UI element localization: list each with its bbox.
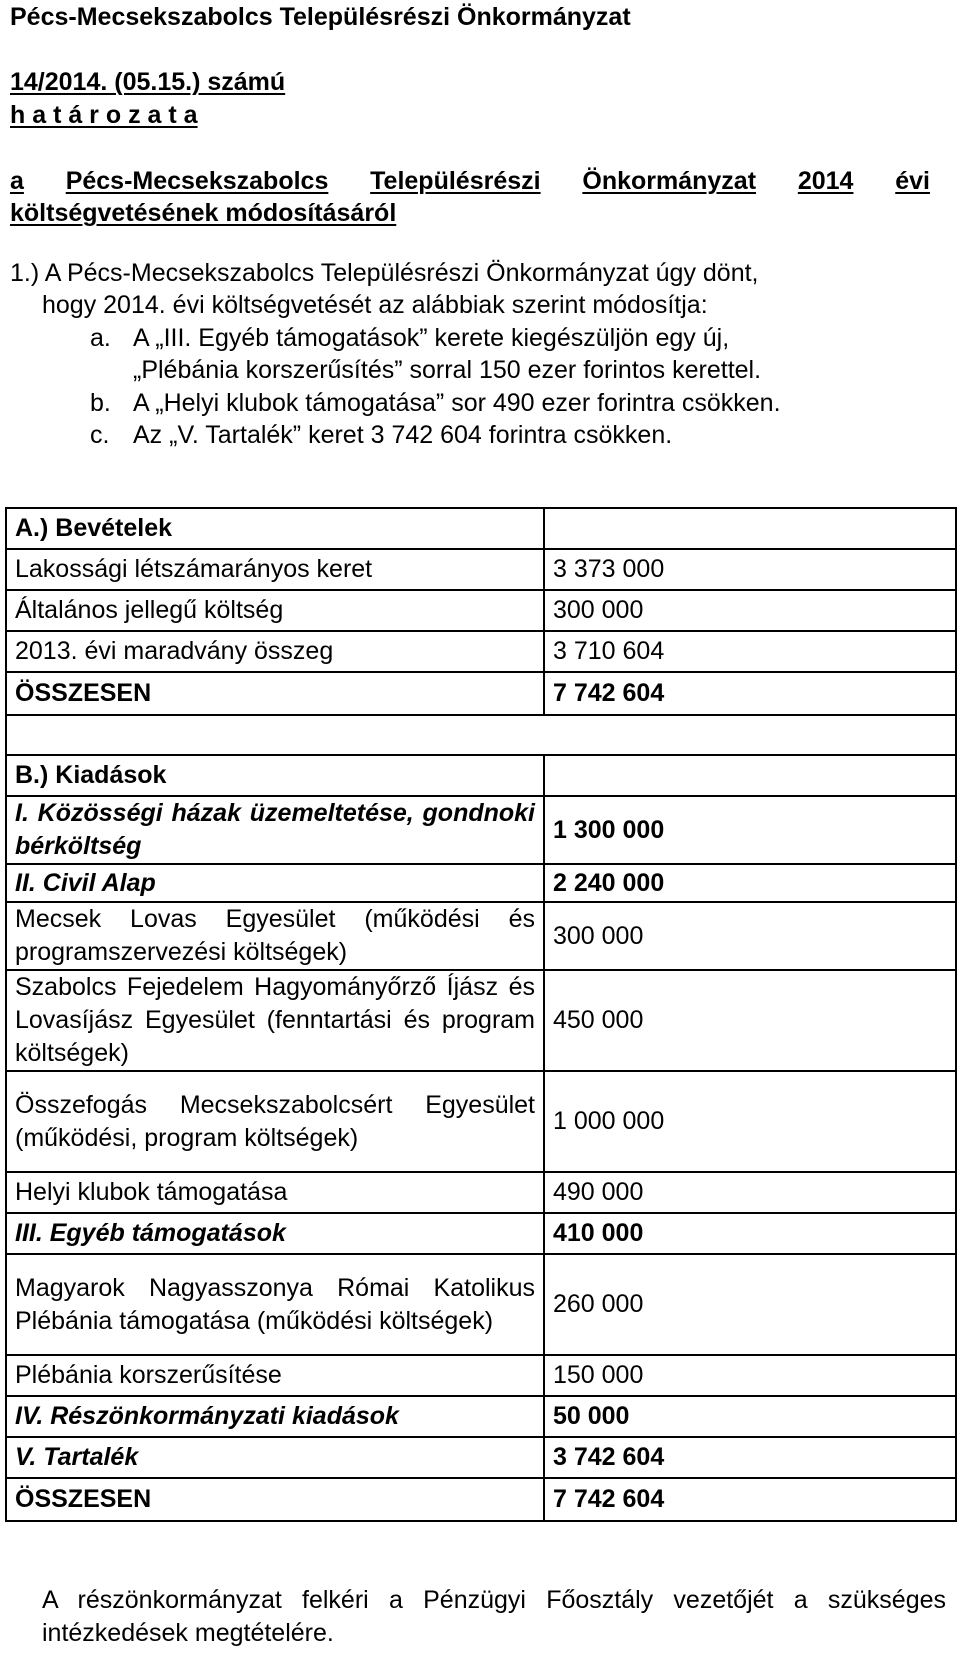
- table-row: [6, 902, 956, 970]
- table-row: [6, 1071, 956, 1172]
- expenses-total-label: ÖSSZESEN: [6, 1478, 544, 1521]
- organization-title: Pécs-Mecsekszabolcs Településrészi Önkormányzat: [10, 3, 631, 31]
- list-item-c: Az „V. Tartalék” keret 3 742 604 forintra csökken.: [133, 421, 673, 449]
- expense-label: Magyarok Nagyasszonya Római Katolikus Plébánia támogatása (működési költségek): [6, 1254, 544, 1355]
- expense-value: 150 000: [544, 1355, 956, 1396]
- table-row: [6, 1437, 956, 1478]
- revenue-heading: A.) Bevételek: [6, 508, 544, 549]
- revenue-label: Lakossági létszámarányos keret: [6, 549, 544, 590]
- table-row: [6, 631, 956, 672]
- table-row: [6, 590, 956, 631]
- table-row: [6, 508, 956, 549]
- table-row: [6, 672, 956, 715]
- subject-word: Településrészi: [370, 167, 541, 195]
- revenue-total-value: 7 742 604: [544, 672, 956, 715]
- expenses-heading: B.) Kiadások: [6, 755, 544, 796]
- subject-word: évi: [895, 167, 930, 195]
- expense-label: Helyi klubok támogatása: [6, 1172, 544, 1213]
- list-item-b: A „Helyi klubok támogatása” sor 490 ezer forintra csökken.: [133, 389, 781, 417]
- table-row: [6, 1213, 956, 1254]
- expense-value: 1 000 000: [544, 1071, 956, 1172]
- document-type-text: h a t á r o z a t a: [10, 101, 198, 129]
- list-marker: b.: [90, 389, 111, 417]
- expense-value: 2 240 000: [544, 864, 956, 902]
- subject-line-2-text: költségvetésének módosításáról: [10, 199, 397, 227]
- expense-value: 410 000: [544, 1213, 956, 1254]
- table-row: [6, 1355, 956, 1396]
- expense-label: Plébánia korszerűsítése: [6, 1355, 544, 1396]
- intro-line-1: 1.) A Pécs-Mecsekszabolcs Településrészi Önkormányzat úgy dönt,: [10, 259, 759, 287]
- table-row: [6, 755, 956, 796]
- subject-line-1: [10, 166, 930, 196]
- table-row: [6, 864, 956, 902]
- expense-label: V. Tartalék: [6, 1437, 544, 1478]
- expense-label: Összefogás Mecsekszabolcsért Egyesület (működési, program költségek): [6, 1071, 544, 1172]
- expenses-total-value: 7 742 604: [544, 1478, 956, 1521]
- subject-word: Pécs-Mecsekszabolcs: [65, 167, 329, 195]
- budget-table: [5, 507, 957, 1522]
- revenue-label: Általános jellegű költség: [6, 590, 544, 631]
- revenue-total-label: ÖSSZESEN: [6, 672, 544, 715]
- expense-value: 450 000: [544, 970, 956, 1071]
- table-row: [6, 970, 956, 1071]
- revenue-label: 2013. évi maradvány összeg: [6, 631, 544, 672]
- table-row: [6, 1396, 956, 1437]
- list-marker: a.: [90, 324, 111, 352]
- revenue-value: 3 373 000: [544, 549, 956, 590]
- empty-cell: [544, 508, 956, 549]
- table-row: [6, 549, 956, 590]
- closing-paragraph: A részönkormányzat felkéri a Pénzügyi Főosztály vezetőjét a szükséges intézkedések megtételére.: [42, 1586, 946, 1647]
- empty-cell: [544, 755, 956, 796]
- intro-line-2: hogy 2014. évi költségvetését az alábbiak szerint módosítja:: [42, 291, 708, 319]
- table-row: [6, 1478, 956, 1521]
- revenue-value: 300 000: [544, 590, 956, 631]
- document-type: [10, 100, 198, 130]
- table-row: [6, 1254, 956, 1355]
- resolution-number: [10, 67, 285, 97]
- subject-line-2: [10, 198, 396, 228]
- subject-word: 2014: [797, 167, 854, 195]
- expense-value: 490 000: [544, 1172, 956, 1213]
- resolution-number-text: 14/2014. (05.15.) számú: [10, 68, 286, 96]
- revenue-value: 3 710 604: [544, 631, 956, 672]
- expense-label: IV. Részönkormányzati kiadások: [6, 1396, 544, 1437]
- expense-label: Mecsek Lovas Egyesület (működési és programszervezési költségek): [6, 902, 544, 970]
- expense-label: Szabolcs Fejedelem Hagyományőrző Íjász és Lovasíjász Egyesület (fenntartási és program költségek): [6, 970, 544, 1071]
- empty-cell: [6, 715, 956, 755]
- expense-value: 50 000: [544, 1396, 956, 1437]
- subject-word: Önkormányzat: [582, 167, 757, 195]
- expense-label: II. Civil Alap: [6, 864, 544, 902]
- expense-value: 260 000: [544, 1254, 956, 1355]
- subject-word: a: [10, 167, 24, 195]
- expense-value: 3 742 604: [544, 1437, 956, 1478]
- table-row: [6, 1172, 956, 1213]
- expense-label: I. Közösségi házak üzemeltetése, gondnoki bérköltség: [6, 796, 544, 864]
- list-item-a-line-1: A „III. Egyéb támogatások” kerete kiegészüljön egy új,: [133, 324, 730, 352]
- expense-value: 300 000: [544, 902, 956, 970]
- spacer-row: [6, 715, 956, 755]
- table-row: [6, 796, 956, 864]
- expense-label: III. Egyéb támogatások: [6, 1213, 544, 1254]
- expense-value: 1 300 000: [544, 796, 956, 864]
- list-marker: c.: [90, 421, 110, 449]
- list-item-a-line-2: „Plébánia korszerűsítés” sorral 150 ezer forintos kerettel.: [133, 356, 762, 384]
